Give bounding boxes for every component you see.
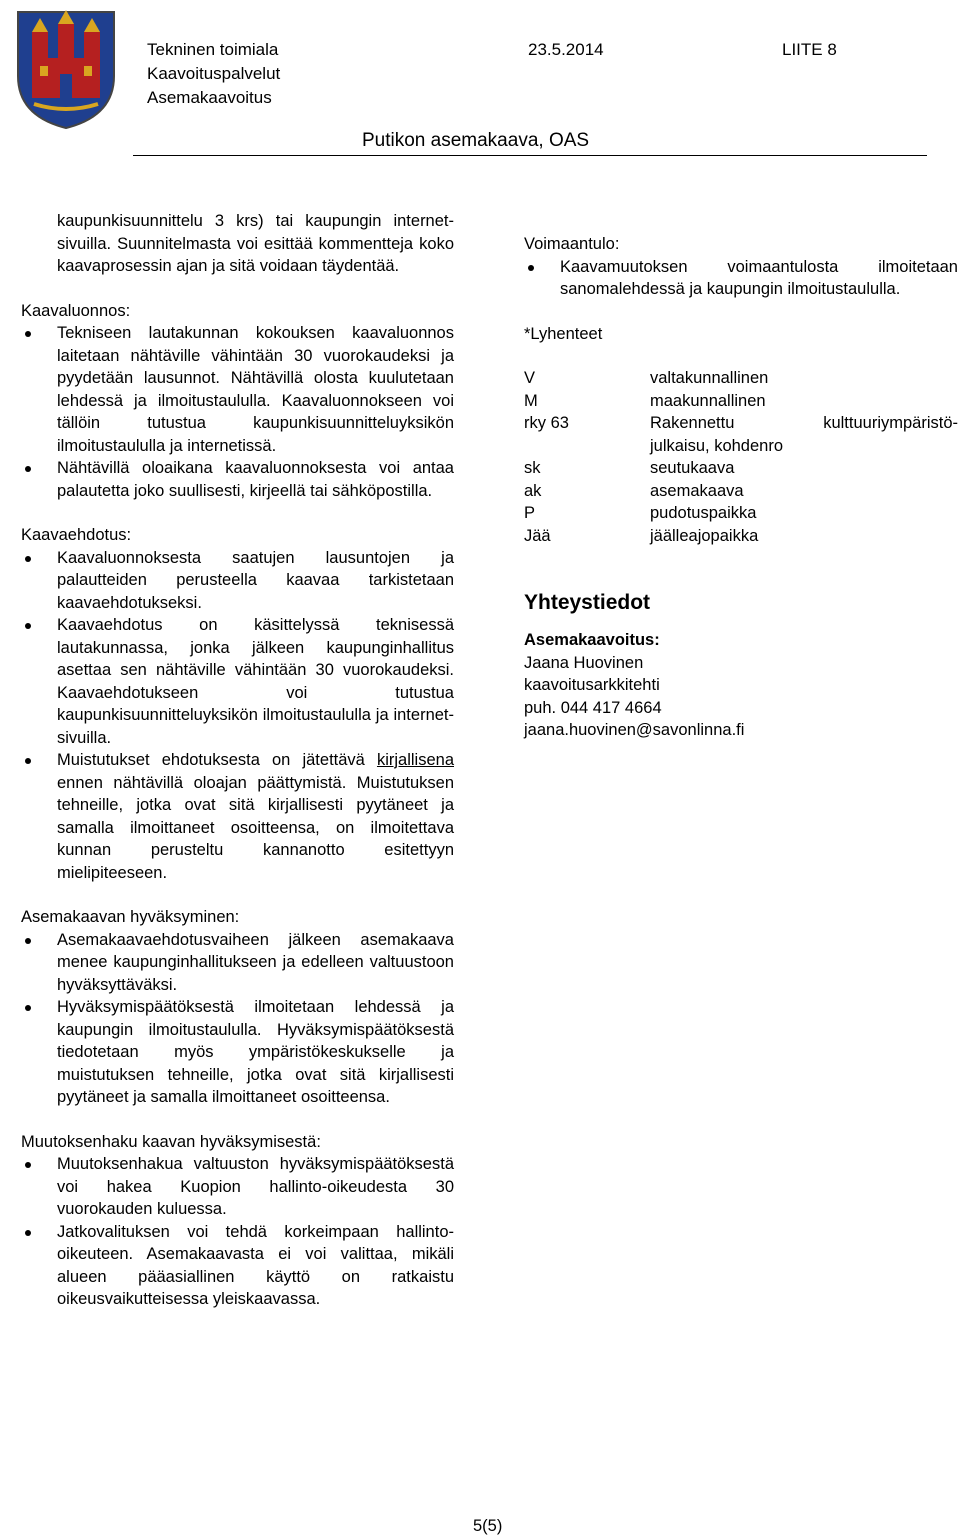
contact-phone: puh. 044 417 4664 bbox=[524, 698, 662, 717]
section-title: *Lyhenteet bbox=[524, 324, 603, 343]
intro-continuation: kaupunkisuunnittelu 3 krs) tai kaupungin internet-sivuilla. Suunnitelmasta voi esittää kommentteja koko kaavaprosessin ajan ja sitä voidaan täydentää. bbox=[57, 212, 454, 275]
section-hyvaksyminen bbox=[21, 906, 454, 1109]
list-item-text: ennen nähtävillä oloajan päättymistä. Muistutuksen tehneille, jotka ovat sitä kirjallisesti pyytäneet ja samalla ilmoittaneet osoitteensa, on ilmoitettava kunnan perusteltu kannanotto esitettyyn mielipiteeseen. bbox=[57, 773, 454, 882]
header-org-line: Kaavoituspalvelut bbox=[147, 64, 281, 83]
header-attachment: LIITE 8 bbox=[782, 40, 837, 59]
list-item: Asemakaavaehdotusvaiheen jälkeen asemakaava menee kaupunginhallitukseen ja edelleen valtuustoon hyväksyttäväksi. bbox=[21, 929, 454, 997]
list-item: Kaavaehdotus on käsittelyssä teknisessä lautakunnassa, jonka jälkeen kaupunginhallitus asettaa sen nähtäville vähintään 30 vuorokaudeksi. Kaavaehdotukseen voi tutustua kaupunkisuunnitteluyksikön ilmoitustaululla ja internet-sivuilla. bbox=[21, 614, 454, 749]
contact-email: jaana.huovinen@savonlinna.fi bbox=[524, 721, 745, 739]
abbreviation-value: asemakaava bbox=[650, 481, 744, 500]
savonlinna-coat-of-arms-logo bbox=[10, 6, 122, 132]
list-item: Kaavamuutoksen voimaantulosta ilmoitetaan sanomalehdessä ja kaupungin ilmoitustaululla. bbox=[524, 256, 958, 301]
list-item: Jatkovalituksen voi tehdä korkeimpaan hallinto-oikeuteen. Asemakaavasta ei voi valittaa, mikäli alueen pääasiallinen käyttö on ratkaistu oikeusvaikutteisessa yleiskaavassa. bbox=[21, 1221, 454, 1311]
abbreviation-value: maakunnallinen bbox=[650, 391, 766, 410]
list-item-text: Muistutukset ehdotuksesta on jätettävä bbox=[57, 751, 365, 769]
contact-subtitle: Asemakaavoitus: bbox=[524, 631, 660, 649]
list-item: Nähtävillä oloaikana kaavaluonnoksesta voi antaa palautetta joko suullisesti, kirjeellä tai sähköpostilla. bbox=[21, 457, 454, 502]
abbreviation-value: pudotuspaikka bbox=[650, 504, 757, 522]
section-title: Asemakaavan hyväksyminen: bbox=[21, 908, 240, 926]
section-kaavaluonnos bbox=[21, 300, 454, 503]
section-voimaantulo bbox=[524, 233, 958, 301]
right-column bbox=[524, 233, 958, 742]
list-item: Hyväksymispäätöksestä ilmoitetaan lehdessä ja kaupungin ilmoitustaululla. Hyväksymispäätöksestä tiedotetaan myös ympäristökeskukselle ja muistutuksen tehneille, jotka ovat sitä kirjallisesti pyytäneet ja samalla ilmoittaneet osoitteensa. bbox=[21, 996, 454, 1109]
section-title: Voimaantulo: bbox=[524, 235, 620, 253]
section-abbreviations bbox=[524, 323, 958, 548]
section-muutoksenhaku bbox=[21, 1131, 454, 1311]
header-org-line: Tekninen toimiala bbox=[147, 40, 279, 59]
abbreviation-key: ak bbox=[524, 481, 542, 500]
header-organization bbox=[147, 38, 280, 110]
left-column bbox=[21, 210, 454, 1311]
page-number: 5(5) bbox=[473, 1517, 503, 1535]
list-item: Kaavaluonnoksesta saatujen lausuntojen ja palautteiden perusteella kaavaa tarkistetaan kaavaehdotukseksi. bbox=[21, 547, 454, 615]
header-date: 23.5.2014 bbox=[528, 40, 604, 59]
abbreviation-value: jäälleajopaikka bbox=[650, 526, 759, 545]
abbreviation-key: rky 63 bbox=[524, 414, 569, 432]
section-contact bbox=[524, 589, 958, 742]
header-org-line: Asemakaavoitus bbox=[147, 88, 272, 107]
abbreviation-key: Jää bbox=[524, 526, 551, 545]
abbreviation-value: valtakunnallinen bbox=[650, 369, 769, 387]
document-title: Putikon asemakaava, OAS bbox=[362, 130, 590, 151]
section-kaavaehdotus bbox=[21, 524, 454, 884]
list-item bbox=[21, 749, 454, 884]
abbreviation-value: seutukaava bbox=[650, 459, 735, 477]
contact-role: kaavoitusarkkitehti bbox=[524, 676, 660, 694]
abbreviation-key: V bbox=[524, 369, 536, 387]
header-divider bbox=[133, 155, 927, 156]
section-title: Kaavaluonnos: bbox=[21, 301, 131, 320]
underlined-text: kirjallisena bbox=[376, 751, 454, 769]
list-item: Tekniseen lautakunnan kokouksen kaavaluonnos laitetaan nähtäville vähintään 30 vuorokaudeksi ja pyydetään lausunnot. Nähtävillä olosta kuulutetaan lehdessä ja ilmoitustaululla. Kaavaluonnokseen voi tällöin tutustua kaupunkisuunnitteluyksikön ilmoitustaululla ja internetissä. bbox=[21, 322, 454, 457]
abbreviation-key: sk bbox=[524, 459, 541, 477]
list-item: Muutoksenhakua valtuuston hyväksymispäätöksestä voi hakea Kuopion hallinto-oikeudesta 30 vuorokauden kuluessa. bbox=[21, 1153, 454, 1221]
abbreviation-key: P bbox=[524, 504, 536, 522]
contact-title: Yhteystiedot bbox=[524, 591, 651, 614]
contact-name: Jaana Huovinen bbox=[524, 653, 644, 672]
abbreviation-key: M bbox=[524, 391, 538, 410]
section-title: Kaavaehdotus: bbox=[21, 526, 132, 544]
section-title: Muutoksenhaku kaavan hyväksymisestä: bbox=[21, 1132, 321, 1151]
abbreviations-table bbox=[524, 367, 958, 547]
abbreviation-value-continued: julkaisu, kohdenro bbox=[650, 436, 783, 455]
abbreviation-value: Rakennettu kulttuuriympäristö- bbox=[650, 414, 958, 432]
